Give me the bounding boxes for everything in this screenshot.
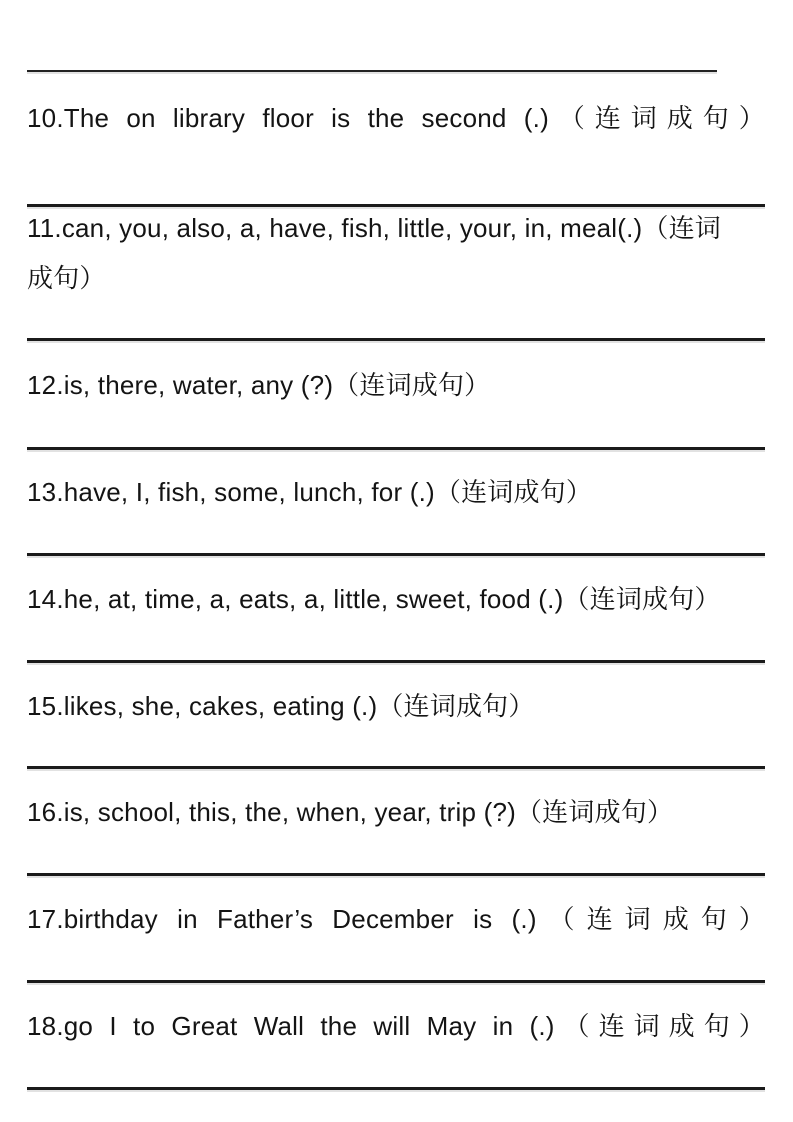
answer-line-17 — [27, 980, 765, 983]
answer-line-16 — [27, 873, 765, 876]
answer-line-14 — [27, 660, 765, 663]
question-13: 13.have, I, fish, some, lunch, for (.)（连词成句） — [27, 477, 593, 507]
question-16: 16.is, school, this, the, when, year, trip (?)（连词成句） — [27, 797, 674, 827]
answer-line-18 — [27, 1087, 765, 1090]
answer-line-15 — [27, 766, 765, 769]
question-18: 18.go I to Great Wall the will May in (.)（连词成句） — [27, 1011, 765, 1041]
question-11-line-2: 成句） — [27, 263, 106, 293]
question-11 — [27, 213, 765, 293]
question-10: 10.The on library floor is the second (.)（连词成句） — [27, 103, 765, 133]
question-15: 15.likes, she, cakes, eating (.)（连词成句） — [27, 691, 535, 721]
answer-line-top — [27, 70, 717, 72]
answer-line-10 — [27, 204, 765, 207]
question-11-line-1: 11.can, you, also, a, have, fish, little, your, in, meal(.)（连词 — [27, 213, 721, 243]
answer-line-13 — [27, 553, 765, 556]
question-14: 14.he, at, time, a, eats, a, little, sweet, food (.)（连词成句） — [27, 584, 721, 614]
answer-line-12 — [27, 447, 765, 450]
answer-line-11 — [27, 338, 765, 341]
question-17: 17.birthday in Father’s December is (.)（连词成句） — [27, 904, 765, 934]
question-12: 12.is, there, water, any (?)（连词成句） — [27, 370, 491, 400]
